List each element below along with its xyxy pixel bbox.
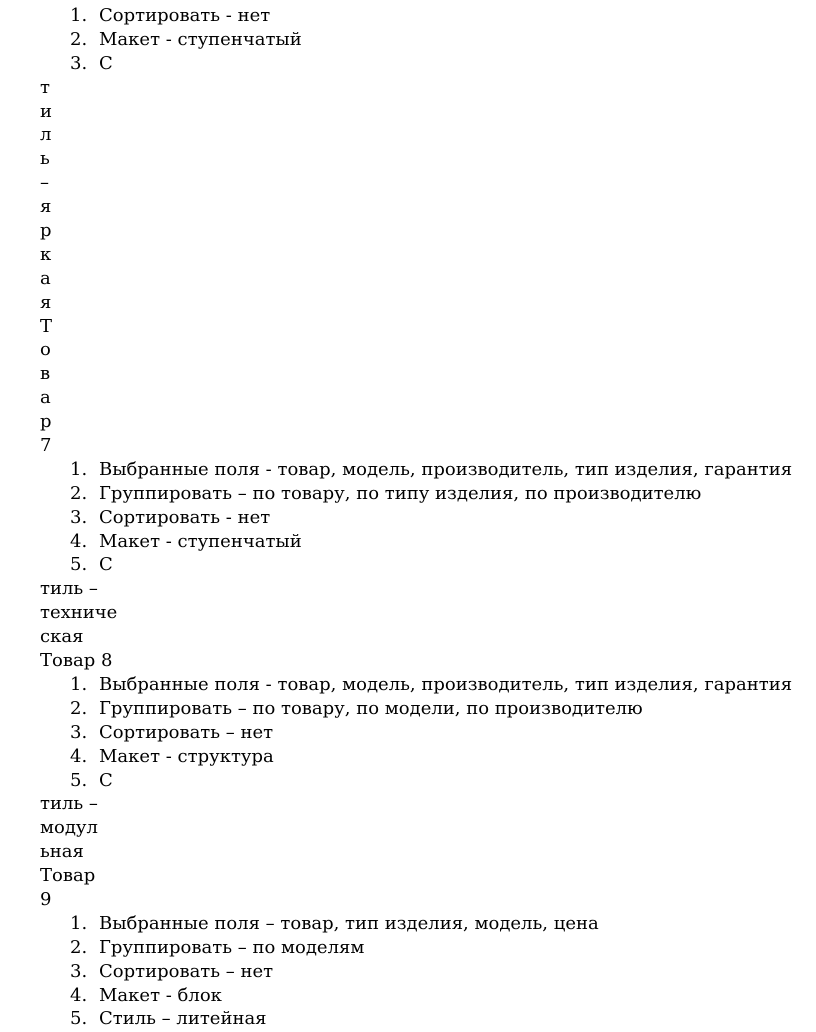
heading-fragment: Т <box>40 315 53 337</box>
heading-fragment: я <box>40 291 52 313</box>
heading-fragment: р <box>40 220 52 242</box>
list-item: 3. Сортировать – нет <box>70 721 274 743</box>
list-item-text: Макет - ступенчатый <box>99 28 302 50</box>
list-item: 4. Макет - структура <box>70 745 274 767</box>
heading-fragment: тиль – <box>40 793 98 815</box>
list-item-text: Выбранные поля – товар, тип изделия, модель, цена <box>99 912 599 934</box>
list-item-text: Группировать – по товару, по модели, по производителю <box>99 697 643 719</box>
heading-fragment: Товар 8 <box>40 650 113 672</box>
list-item-text: Сортировать - нет <box>99 5 271 26</box>
list-item-text: Группировать – по товару, по типу изделия, по производителю <box>99 482 702 504</box>
list-item: 2. Макет - ступенчатый <box>70 28 302 50</box>
heading-fragment: к <box>40 243 52 265</box>
list-item-text: С <box>99 52 113 74</box>
heading-fragment: тиль – <box>40 578 98 600</box>
document-body <box>0 4 816 1031</box>
list-item: 1. Сортировать - нет <box>70 5 271 26</box>
heading-fragment: – <box>40 172 49 194</box>
list-item-text: Макет - блок <box>99 984 222 1006</box>
list-item: 3. С <box>70 52 113 74</box>
list-item: 2. Группировать – по товару, по типу изделия, по производителю <box>70 482 702 504</box>
list-item: 2. Группировать – по товару, по модели, по производителю <box>70 697 643 719</box>
list-item: 3. Сортировать – нет <box>70 960 274 982</box>
heading-fragment: в <box>40 363 51 385</box>
list-item: 5. Стиль – литейная <box>70 1008 267 1030</box>
list-item-text: Выбранные поля - товар, модель, производитель, тип изделия, гарантия <box>99 458 793 480</box>
list-item: 3. Сортировать - нет <box>70 506 271 528</box>
heading-fragment: а <box>40 387 51 409</box>
heading-fragment: л <box>40 124 52 146</box>
list-item-text: Стиль – литейная <box>99 1008 267 1030</box>
heading-fragment: Товар <box>40 865 96 887</box>
list-item: 1. Выбранные поля - товар, модель, производитель, тип изделия, гарантия <box>70 458 793 480</box>
list-item-text: Выбранные поля - товар, модель, производитель, тип изделия, гарантия <box>99 673 793 695</box>
heading-fragment: модул <box>40 817 98 839</box>
heading-fragment: техниче <box>40 602 118 624</box>
list-item: 1. Выбранные поля – товар, тип изделия, модель, цена <box>70 912 599 934</box>
list-item: 1. Выбранные поля - товар, модель, производитель, тип изделия, гарантия <box>70 673 793 695</box>
heading-fragment: 7 <box>40 435 52 457</box>
list-item: 4. Макет - блок <box>70 984 222 1006</box>
list-item-text: Сортировать - нет <box>99 506 271 528</box>
heading-fragment: ская <box>40 626 84 648</box>
heading-fragment: и <box>40 100 52 122</box>
list-item: 2. Группировать – по моделям <box>70 936 365 958</box>
list-item-text: Сортировать – нет <box>99 960 274 982</box>
list-item-text: Макет - ступенчатый <box>99 530 302 552</box>
list-item-text: Макет - структура <box>99 745 274 767</box>
heading-fragment: ь <box>40 148 50 170</box>
heading-fragment: р <box>40 411 52 433</box>
list-item: 4. Макет - ступенчатый <box>70 530 302 552</box>
list-item: 5. С <box>70 554 113 576</box>
list-item: 5. С <box>70 769 113 791</box>
heading-fragment: т <box>40 76 50 98</box>
heading-fragment: а <box>40 267 51 289</box>
heading-fragment: я <box>40 196 52 218</box>
list-item-text: С <box>99 554 113 576</box>
heading-fragment: ьная <box>40 841 84 863</box>
list-item-text: С <box>99 769 113 791</box>
list-item-text: Сортировать – нет <box>99 721 274 743</box>
heading-fragment: 9 <box>40 888 52 910</box>
list-item-text: Группировать – по моделям <box>99 936 365 958</box>
heading-fragment: о <box>40 339 51 361</box>
